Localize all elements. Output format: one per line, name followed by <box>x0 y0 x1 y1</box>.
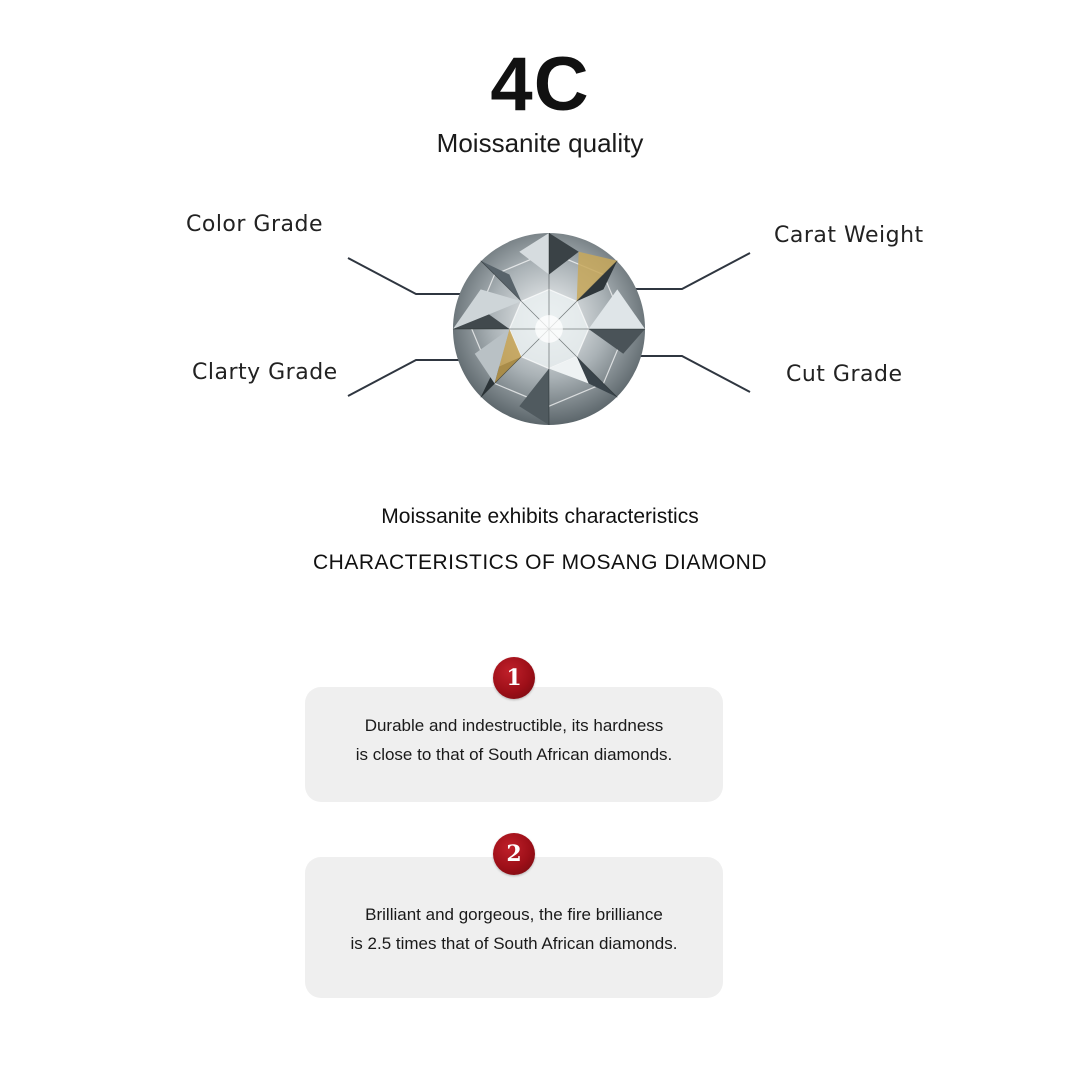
feature-line: is 2.5 times that of South African diamonds. <box>350 934 678 953</box>
feature-text <box>305 711 723 769</box>
carat-weight-label: Carat Weight <box>774 223 924 248</box>
feature-card-2 <box>305 857 723 998</box>
section-subheading: CHARACTERISTICS OF MOSANG DIAMOND <box>312 551 768 574</box>
carat-weight-line <box>632 253 750 289</box>
color-grade-line <box>348 258 460 294</box>
feature-number-badge-1: 1 <box>493 657 535 699</box>
color-grade-label: Color Grade <box>186 212 324 237</box>
feature-line: is close to that of South African diamonds. <box>355 745 673 764</box>
section-heading: Moissanite exhibits characteristics <box>381 505 699 528</box>
feature-text <box>305 900 723 958</box>
feature-card-1 <box>305 687 723 802</box>
page-title: 4C <box>490 42 590 127</box>
page-subtitle: Moissanite quality <box>436 128 644 158</box>
cut-grade-line <box>632 356 750 392</box>
diamond-image <box>450 230 648 428</box>
feature-line: Brilliant and gorgeous, the fire brilliance <box>365 905 663 924</box>
clarity-grade-label: Clarty Grade <box>192 360 338 385</box>
feature-line: Durable and indestructible, its hardness <box>364 716 664 735</box>
clarity-grade-line <box>348 360 460 396</box>
cut-grade-label: Cut Grade <box>786 362 903 387</box>
feature-number-badge-2: 2 <box>493 833 535 875</box>
